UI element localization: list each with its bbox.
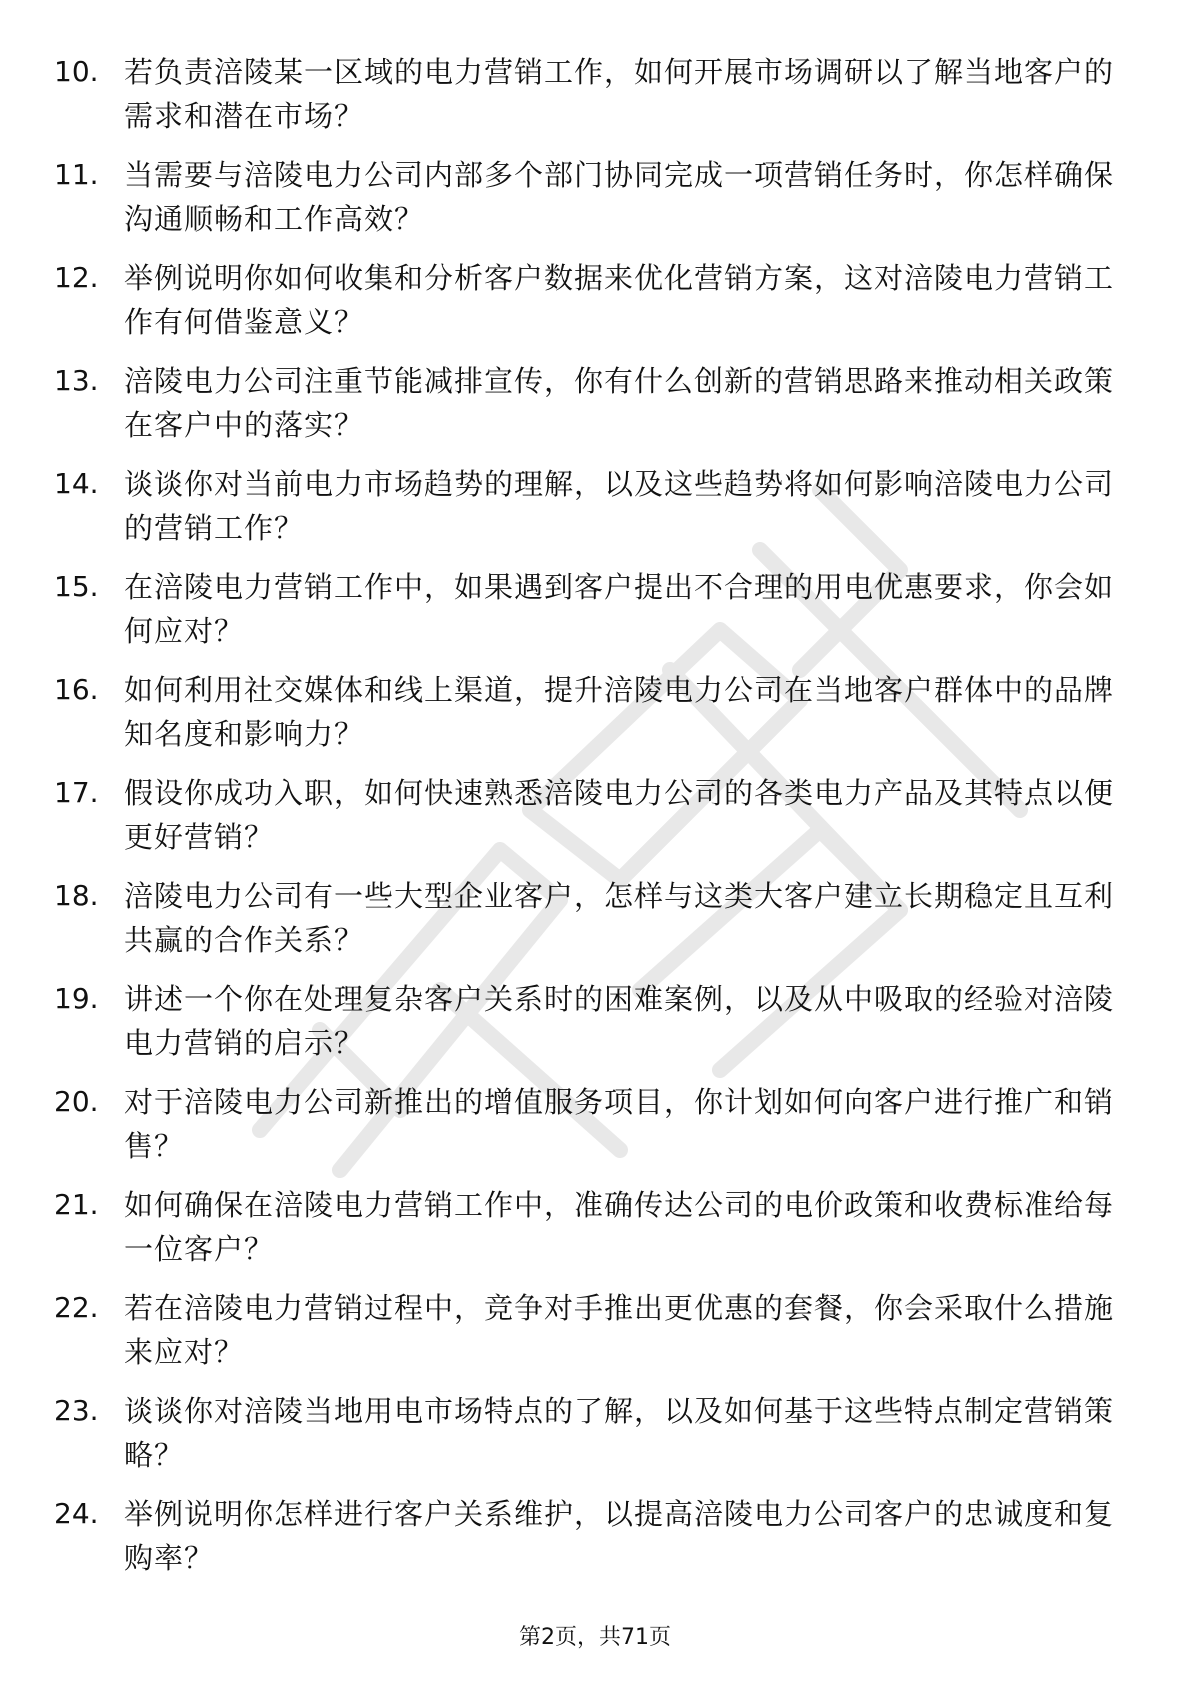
list-item [54,1286,1134,1389]
question-text: 举例说明你怎样进行客户关系维护，以提高涪陵电力公司客户的忠诚度和复购率？ [124,1497,1115,1575]
list-item [54,462,1134,565]
list-item [54,1183,1134,1286]
question-number: 12. [54,261,99,294]
question-number: 19. [54,982,99,1015]
list-item [54,874,1134,977]
question-text: 若负责涪陵某一区域的电力营销工作，如何开展市场调研以了解当地客户的需求和潜在市场？ [124,55,1115,133]
question-number: 21. [54,1188,99,1221]
list-item [54,565,1134,668]
list-item [54,977,1134,1080]
question-number: 22. [54,1291,99,1324]
question-text: 涪陵电力公司注重节能减排宣传，你有什么创新的营销思路来推动相关政策在客户中的落实？ [124,364,1115,442]
list-item [54,153,1134,256]
question-text: 当需要与涪陵电力公司内部多个部门协同完成一项营销任务时，你怎样确保沟通顺畅和工作高效？ [124,158,1115,236]
question-number: 14. [54,467,99,500]
question-number: 17. [54,776,99,809]
question-text: 举例说明你如何收集和分析客户数据来优化营销方案，这对涪陵电力营销工作有何借鉴意义？ [124,261,1115,339]
question-text: 谈谈你对涪陵当地用电市场特点的了解，以及如何基于这些特点制定营销策略？ [124,1394,1115,1472]
question-text: 如何确保在涪陵电力营销工作中，准确传达公司的电价政策和收费标准给每一位客户？ [124,1188,1115,1266]
list-item [54,668,1134,771]
question-text: 涪陵电力公司有一些大型企业客户，怎样与这类大客户建立长期稳定且互利共赢的合作关系？ [124,879,1115,957]
question-text: 对于涪陵电力公司新推出的增值服务项目，你计划如何向客户进行推广和销售？ [124,1085,1115,1163]
page-footer [0,1623,1190,1653]
question-number: 24. [54,1497,99,1530]
list-item [54,771,1134,874]
list-item [54,1492,1134,1595]
list-item [54,1389,1134,1492]
question-text: 讲述一个你在处理复杂客户关系时的困难案例，以及从中吸取的经验对涪陵电力营销的启示？ [124,982,1115,1060]
question-number: 16. [54,673,99,706]
question-number: 10. [54,55,99,88]
list-item [54,50,1134,153]
question-number: 18. [54,879,99,912]
question-text: 如何利用社交媒体和线上渠道，提升涪陵电力公司在当地客户群体中的品牌知名度和影响力？ [124,673,1115,751]
list-item [54,359,1134,462]
page-number-label: 第2页，共71页 [519,1625,671,1650]
question-number: 23. [54,1394,99,1427]
question-text: 在涪陵电力营销工作中，如果遇到客户提出不合理的用电优惠要求，你会如何应对？ [124,570,1115,648]
question-text: 假设你成功入职，如何快速熟悉涪陵电力公司的各类电力产品及其特点以便更好营销？ [124,776,1115,854]
question-text: 若在涪陵电力营销过程中，竞争对手推出更优惠的套餐，你会采取什么措施来应对？ [124,1291,1115,1369]
question-number: 11. [54,158,99,191]
list-item [54,256,1134,359]
question-text: 谈谈你对当前电力市场趋势的理解，以及这些趋势将如何影响涪陵电力公司的营销工作？ [124,467,1115,545]
question-number: 15. [54,570,99,603]
question-list [54,50,1134,1595]
question-number: 20. [54,1085,99,1118]
question-number: 13. [54,364,99,397]
list-item [54,1080,1134,1183]
